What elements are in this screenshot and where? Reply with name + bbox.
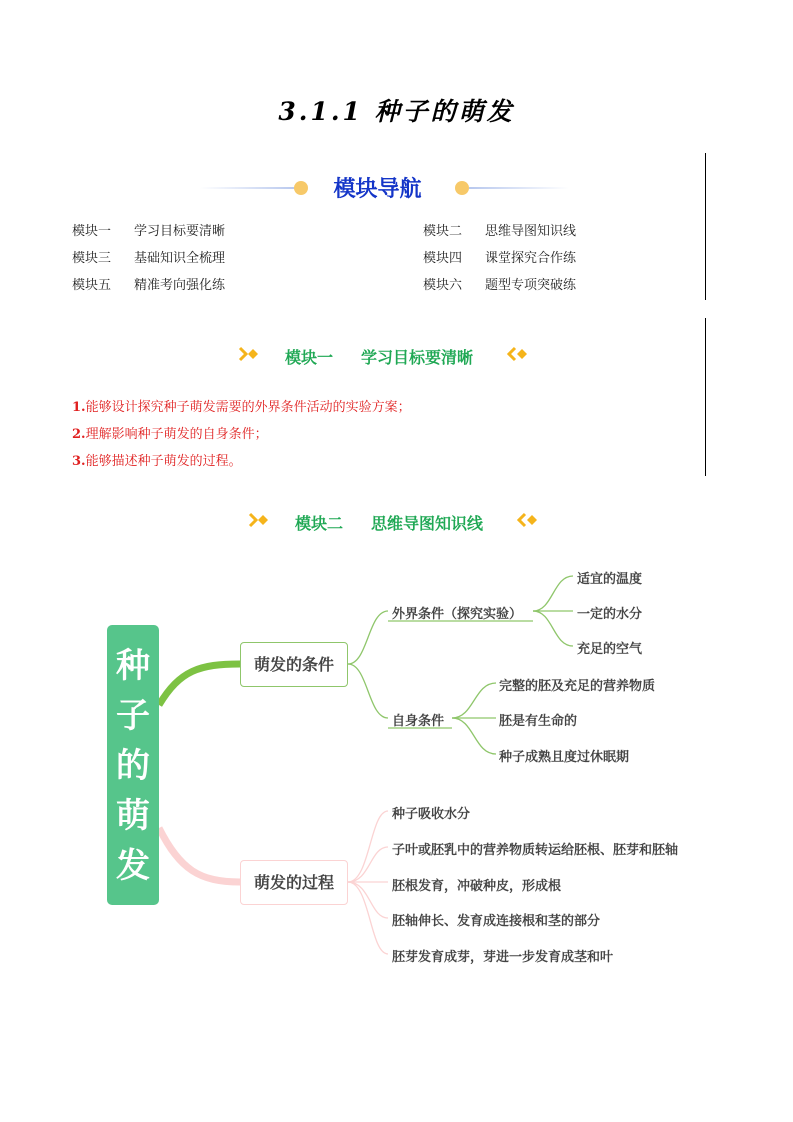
internal-item: 种子成熟且度过休眠期 <box>499 750 630 765</box>
process-item: 种子吸收水分 <box>392 807 471 822</box>
section1-num: 模块一 <box>285 348 334 367</box>
nav-item-num: 模块三 <box>72 251 112 266</box>
nav-item-num: 模块一 <box>72 224 112 239</box>
nav-item-num: 模块六 <box>423 278 463 293</box>
internal-item: 完整的胚及充足的营养物质 <box>499 679 656 694</box>
mindmap-root: 种 子 的 萌 发 <box>107 625 159 905</box>
section2-num: 模块二 <box>295 514 344 533</box>
page-title: 3.1.1 种子的萌发 <box>278 97 515 126</box>
nav-item-label: 基础知识全梳理 <box>134 251 226 266</box>
goal-item: 3.能够描述种子萌发的过程。 <box>72 454 242 469</box>
process-item: 胚轴伸长、发育成连接根和茎的部分 <box>392 914 601 929</box>
nav-item-label: 思维导图知识线 <box>485 224 577 239</box>
section1-label: 学习目标要清晰 <box>361 348 474 367</box>
process-item: 子叶或胚乳中的营养物质转运给胚根、胚芽和胚轴 <box>392 843 679 858</box>
nav-item-label: 题型专项突破练 <box>485 278 577 293</box>
internal-item: 胚是有生命的 <box>499 714 578 729</box>
goal-item: 1.能够设计探究种子萌发需要的外界条件活动的实验方案； <box>72 400 411 415</box>
external-conditions: 外界条件（探究实验） <box>392 607 523 622</box>
nav-item-num: 模块二 <box>423 224 463 239</box>
nav-item-label: 课堂探究合作练 <box>485 251 577 266</box>
section2-label: 思维导图知识线 <box>371 514 484 533</box>
external-item: 适宜的温度 <box>577 572 643 587</box>
process-item: 胚芽发育成芽，芽进一步发育成茎和叶 <box>392 950 614 965</box>
branch-process: 萌发的过程 <box>240 860 348 905</box>
internal-conditions: 自身条件 <box>392 714 445 729</box>
nav-item-label: 精准考向强化练 <box>134 278 226 293</box>
external-item: 一定的水分 <box>577 607 643 622</box>
process-item: 胚根发育，冲破种皮，形成根 <box>392 879 562 894</box>
nav-heading: 模块导航 <box>333 176 422 202</box>
external-item: 充足的空气 <box>577 642 643 657</box>
nav-item-label: 学习目标要清晰 <box>134 224 226 239</box>
nav-item-num: 模块四 <box>423 251 463 266</box>
goal-item: 2.理解影响种子萌发的自身条件； <box>72 427 268 442</box>
nav-item-num: 模块五 <box>72 278 112 293</box>
branch-conditions: 萌发的条件 <box>240 642 348 687</box>
